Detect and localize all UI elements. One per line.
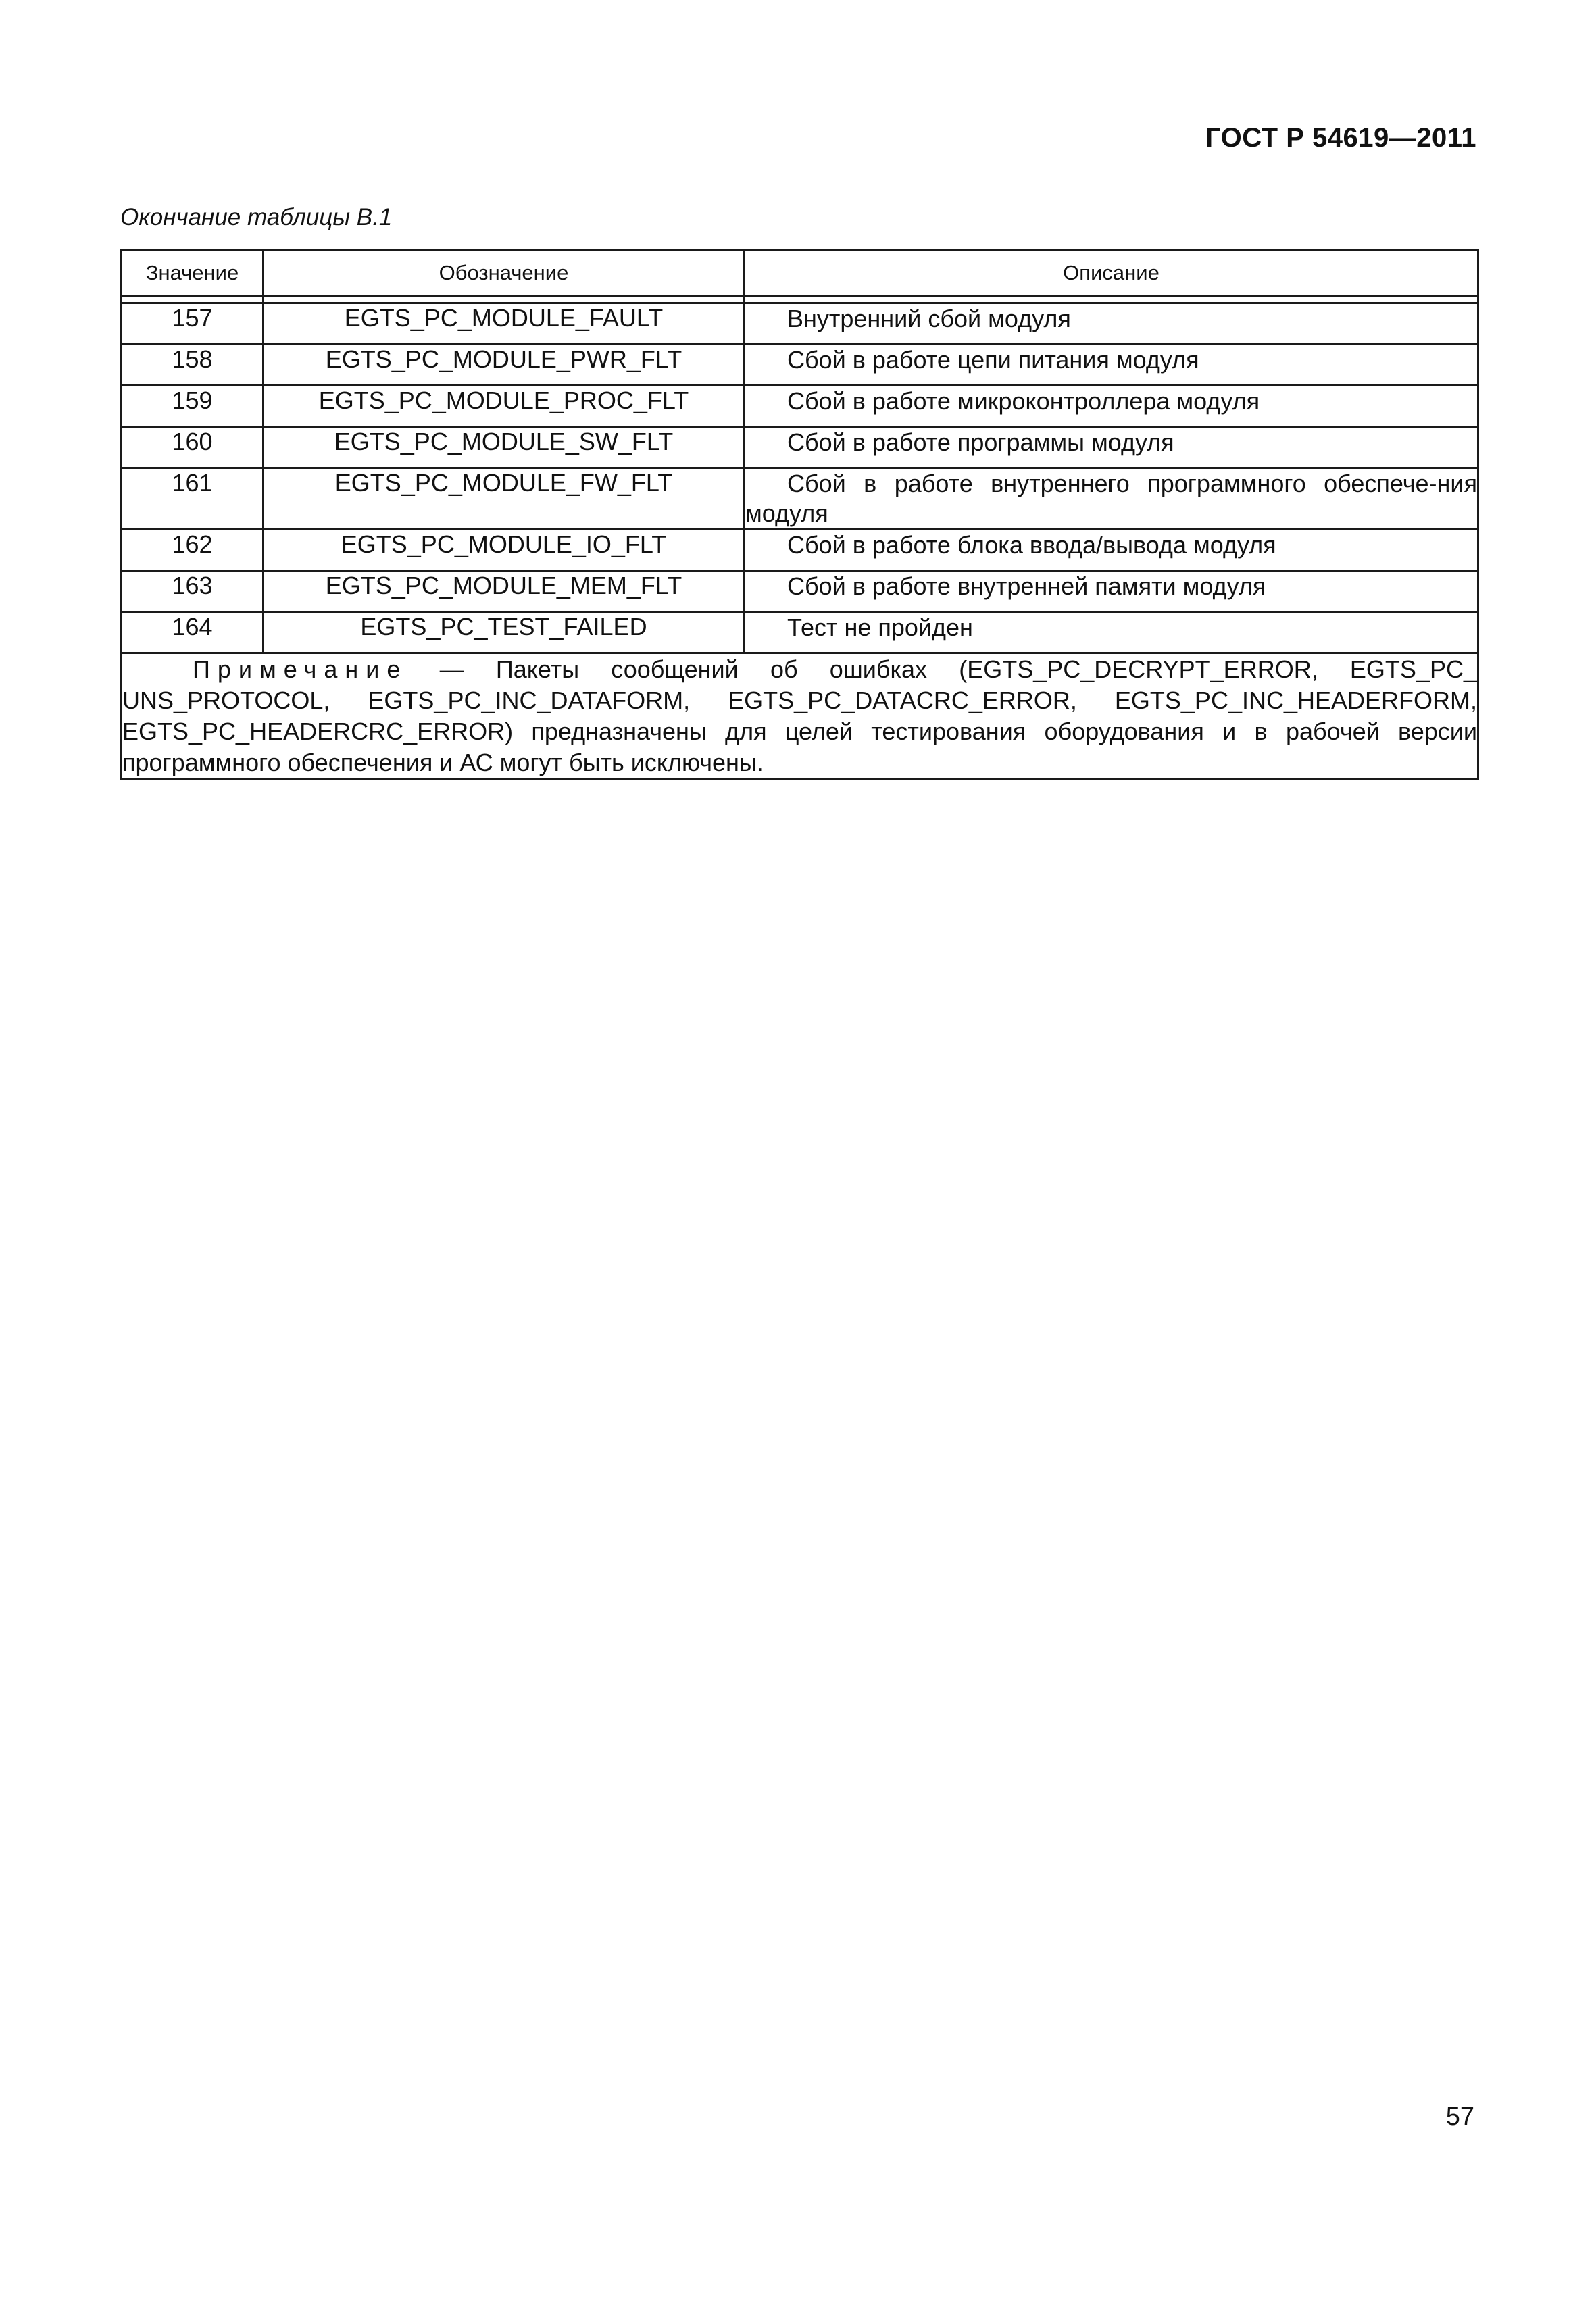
description-cell: [745, 345, 1478, 386]
description-cell: [745, 427, 1478, 468]
description-cell: [745, 612, 1478, 653]
description-cell: [745, 530, 1478, 571]
column-header-value: Значение: [122, 250, 264, 297]
value-cell: 163: [122, 571, 264, 612]
column-header-code: Обозначение: [264, 250, 745, 297]
code-cell: EGTS_PC_MODULE_FW_FLT: [264, 468, 745, 530]
description-cell: [745, 468, 1478, 530]
description-cell: [745, 571, 1478, 612]
description-text: Сбой в работе микроконтроллера модуля: [787, 387, 1260, 415]
codes-table: [120, 249, 1479, 780]
table-note-row: [122, 653, 1478, 780]
column-header-description: Описание: [745, 250, 1478, 297]
code-cell: EGTS_PC_MODULE_MEM_FLT: [264, 571, 745, 612]
description-text: Сбой в работе внутренней памяти модуля: [787, 572, 1266, 600]
header-double-rule: [122, 297, 1478, 303]
table-row: [122, 612, 1478, 653]
description-text: Сбой в работе блока ввода/вывода модуля: [787, 531, 1276, 559]
note-label: Примечание: [193, 655, 408, 683]
code-cell: EGTS_PC_MODULE_FAULT: [264, 303, 745, 345]
table-row: [122, 427, 1478, 468]
table-row: [122, 468, 1478, 530]
value-cell: 158: [122, 345, 264, 386]
table-row: [122, 386, 1478, 427]
code-cell: EGTS_PC_MODULE_PWR_FLT: [264, 345, 745, 386]
table-note: [122, 653, 1478, 780]
table-row: [122, 345, 1478, 386]
description-text: Внутренний сбой модуля: [787, 305, 1071, 332]
table-row: [122, 303, 1478, 345]
value-cell: 160: [122, 427, 264, 468]
description-text: Сбой в работе программы модуля: [787, 428, 1174, 456]
value-cell: 161: [122, 468, 264, 530]
value-cell: 157: [122, 303, 264, 345]
value-cell: 159: [122, 386, 264, 427]
header-rule-cell: [745, 297, 1478, 303]
header-rule-cell: [122, 297, 264, 303]
page-number: 57: [1445, 2103, 1474, 2131]
standard-code: ГОСТ Р 54619—2011: [1205, 123, 1476, 153]
value-cell: 162: [122, 530, 264, 571]
header-rule-cell: [264, 297, 745, 303]
code-cell: EGTS_PC_MODULE_SW_FLT: [264, 427, 745, 468]
description-cell: [745, 303, 1478, 345]
description-cell: [745, 386, 1478, 427]
table-caption: Окончание таблицы В.1: [120, 204, 393, 230]
description-text: Сбой в работе цепи питания модуля: [787, 346, 1199, 374]
table-row: [122, 530, 1478, 571]
table-body: [122, 303, 1478, 780]
code-cell: EGTS_PC_MODULE_PROC_FLT: [264, 386, 745, 427]
note-text: — Пакеты сообщений об ошибках (EGTS_PC_DECRYPT_ERROR, EGTS_PC_ UNS_PROTOCOL, EGTS_PC_INC_DATAFORM, EGTS_PC_DATACRC_ERROR, EGTS_PC_INC_HEADERFORM, EGTS_PC_HEADERCRC_ERROR) предназначены для целей тестирования оборудования и в рабочей версии программного обеспечения и АС могут быть исключены.: [122, 655, 1477, 776]
code-cell: EGTS_PC_MODULE_IO_FLT: [264, 530, 745, 571]
value-cell: 164: [122, 612, 264, 653]
description-text: Сбой в работе внутреннего программного обеспече-ния модуля: [745, 470, 1477, 527]
description-text: Тест не пройден: [787, 613, 973, 641]
code-cell: EGTS_PC_TEST_FAILED: [264, 612, 745, 653]
table-row: [122, 571, 1478, 612]
table-header-row: [122, 250, 1478, 297]
